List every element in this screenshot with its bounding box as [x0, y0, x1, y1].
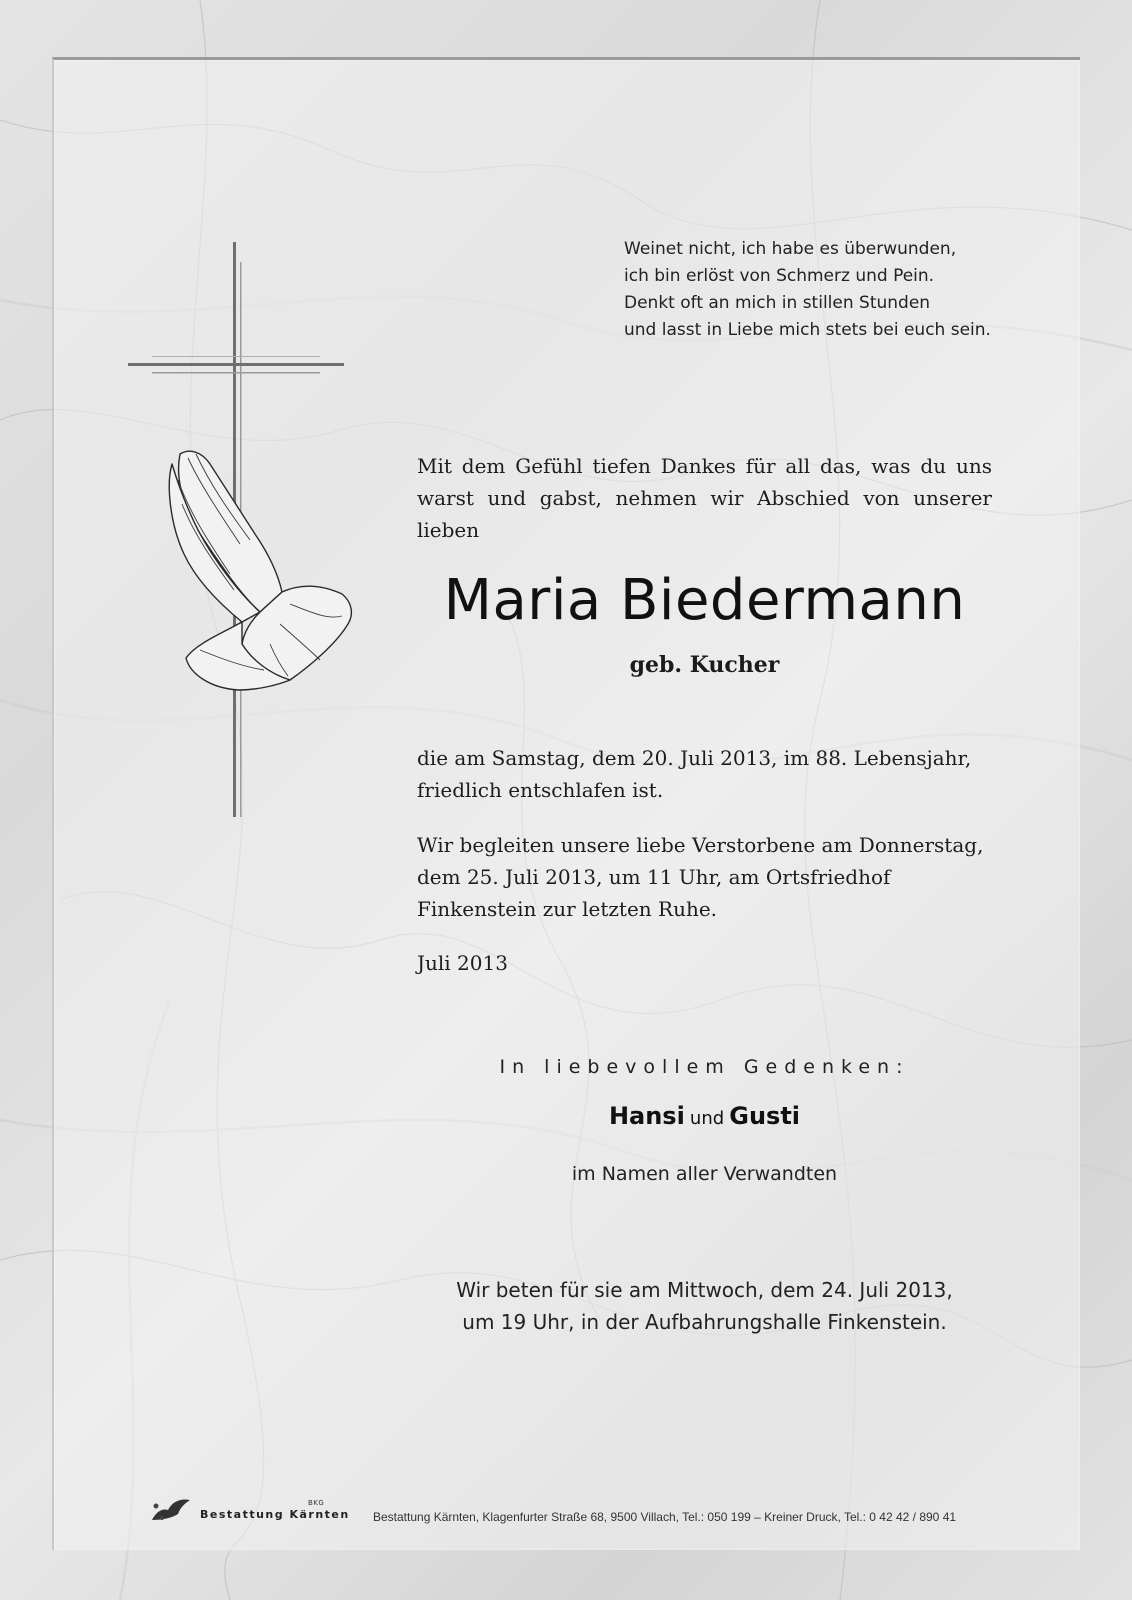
prayer-line: Wir beten für sie am Mittwoch, dem 24. Juli 2013, [456, 1278, 953, 1302]
death-announcement: die am Samstag, dem 20. Juli 2013, im 88. Lebensjahr, friedlich entschlafen ist. [417, 746, 972, 802]
birth-name: geb. Kucher [629, 652, 780, 678]
logo-small-text: BKG [308, 1499, 325, 1507]
poem-line: ich bin erlöst von Schmerz und Pein. [624, 266, 935, 286]
poem-line: Denkt oft an mich in stillen Stunden [624, 293, 931, 313]
mourner-name: Hansi [608, 1102, 685, 1130]
intro-text: Mit dem Gefühl tiefen Dankes für all das, was du uns warst und gabst, nehmen wir Abschied von unserer lieben [417, 454, 992, 542]
logo-text: Bestattung Kärnten [200, 1508, 350, 1521]
deceased-name: Maria Biedermann [443, 568, 966, 633]
notice-date: Juli 2013 [417, 951, 508, 975]
bird-logo-icon [148, 1494, 196, 1524]
prayer-line: um 19 Uhr, in der Aufbahrungshalle Finkenstein. [462, 1310, 947, 1334]
poem-line: und lasst in Liebe mich stets bei euch sein. [624, 320, 991, 340]
prayer-info [417, 1274, 992, 1338]
mourner-name: Gusti [729, 1102, 801, 1130]
poem [624, 236, 1044, 344]
relatives-line: im Namen aller Verwandten [571, 1163, 838, 1185]
burial-info: Wir begleiten unsere liebe Verstorbene am Donnerstag, dem 25. Juli 2013, um 11 Uhr, am Ortsfriedhof Finkenstein zur letzten Ruhe. [417, 833, 984, 921]
mourners [417, 1102, 992, 1130]
poem-line: Weinet nicht, ich habe es überwunden, [624, 239, 957, 259]
imprint: Bestattung Kärnten, Klagenfurter Straße 68, 9500 Villach, Tel.: 050 199 – Kreiner Druck, Tel.: 0 42 42 / 890 41 [373, 1510, 957, 1524]
mourner-connector: und [689, 1108, 725, 1129]
memory-line: In liebevollem Gedenken: [499, 1056, 910, 1078]
praying-hands-icon [160, 444, 360, 694]
funeral-home-logo [148, 1494, 348, 1528]
